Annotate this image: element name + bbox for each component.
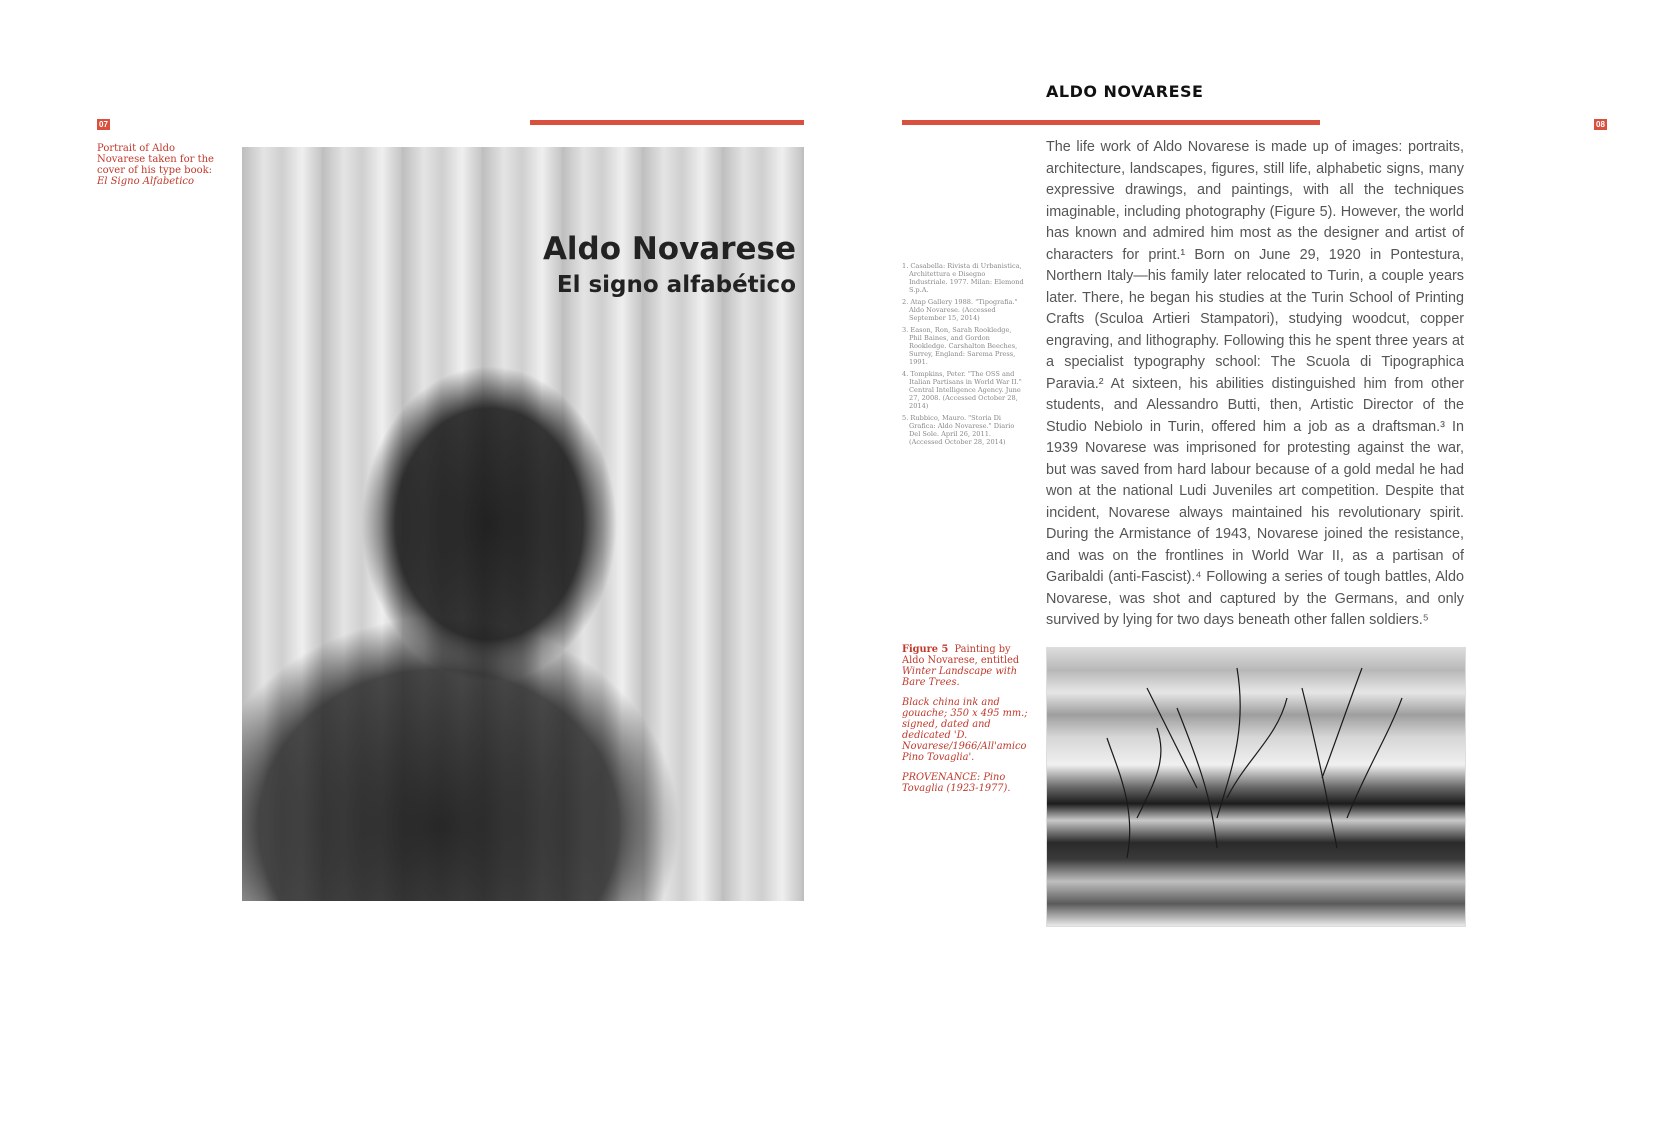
footnote-5: 5. Rubbico, Mauro. "Storia Di Grafica: Aldo Novarese." Diario Del Sole. April 26, 2011. (Accessed October 28, 2014) xyxy=(902,414,1015,446)
photo-caption-text: Portrait of Aldo Novarese taken for the cover of his type book: xyxy=(97,143,214,176)
painting-image xyxy=(1046,647,1466,927)
photo-title: Aldo Novarese xyxy=(542,231,796,267)
figure-title: Winter Landscape with Bare Trees. xyxy=(902,666,1018,688)
accent-rule-right xyxy=(902,120,1320,125)
footnote-4: 4. Tompkins, Peter. "The OSS and Italian Partisans in World War II." Central Intelligence Agency. June 27, 2008. (Accessed October 28, 2014) xyxy=(902,370,1022,410)
footnote-3: 3. Eason, Ron, Sarah Rookledge, Phil Baines, and Gordon Rookledge. Carshalton Beeches, Surrey, England: Sarema Press, 1991. xyxy=(902,326,1018,366)
portrait-photo xyxy=(242,147,804,901)
figure-label: Figure 5 xyxy=(902,644,949,655)
photo-caption-book: El Signo Alfabetico xyxy=(97,176,195,187)
figure-medium: Black china ink and gouache; 350 x 495 mm.; signed, dated and dedicated 'D. Novarese/1966/All'amico Pino Tovaglia'. xyxy=(902,697,1028,763)
figure-provenance: PROVENANCE: Pino Tovaglia (1923-1977). xyxy=(902,772,1011,794)
body-text xyxy=(1046,137,1464,632)
accent-rule-left xyxy=(530,120,804,125)
figure-caption xyxy=(902,644,1034,803)
footnote-1: 1. Casabella: Rivista di Urbanistica, Architettura e Disegno Industriale. 1977. Milan: Elemond S.p.A. xyxy=(902,262,1024,294)
photo-caption xyxy=(97,143,222,187)
page-number-left: 07 xyxy=(99,120,108,129)
figure-caption-line: Painting by Aldo Novarese, entitled xyxy=(902,644,1020,666)
photo-subtitle: El signo alfabético xyxy=(556,272,796,298)
body-paragraph: The life work of Aldo Novarese is made up of images: portraits, architecture, landscapes, figures, still life, alphabetic signs, many expressive drawings, and paintings, with all the techniques imaginable, including photography (Figure 5). However, the world has known and admired him most as the designer and artist of characters for print.¹ Born on June 29, 1920 in Pontestura, Northern Italy—his family later relocated to Turin, a couple years later. There, he began his studies at the Turin School of Printing Crafts (Sculoa Artieri Stampatori), studying woodcut, copper engraving, and lithography. Following this he spent three years at a specialist typography school: The Scuola di Tipographica Paravia.² At sixteen, his abilities distinguished him from other students, and Alessandro Butti, then, Artistic Director of the Studio Nebiolo in Turin, offered him a job as a draftsman.³ In 1939 Novarese was imprisoned for protesting against the war, but was saved from hard labour because of a gold medal he had won at the national Ludi Juveniles art competition. Despite that incident, Novarese always maintained his revolutionary spirit. During the Armistance of 1943, Novarese joined the resistance, and was on the frontlines in World War II, as a partisan of Garibaldi (anti-Fascist).⁴ Following a series of tough battles, Aldo Novarese, was shot and captured by the Germans, and only survived by lying for two days beneath other fallen soldiers.⁵ xyxy=(1046,139,1464,628)
page-heading: ALDO NOVARESE xyxy=(1046,82,1204,101)
tree-branches-drawing xyxy=(1047,648,1465,926)
page-number-right: 08 xyxy=(1596,120,1605,129)
footnote-2: 2. Atap Gallery 1988. "Tipografia." Aldo Novarese. (Accessed September 15, 2014) xyxy=(902,298,1018,322)
footnotes xyxy=(902,262,1026,450)
